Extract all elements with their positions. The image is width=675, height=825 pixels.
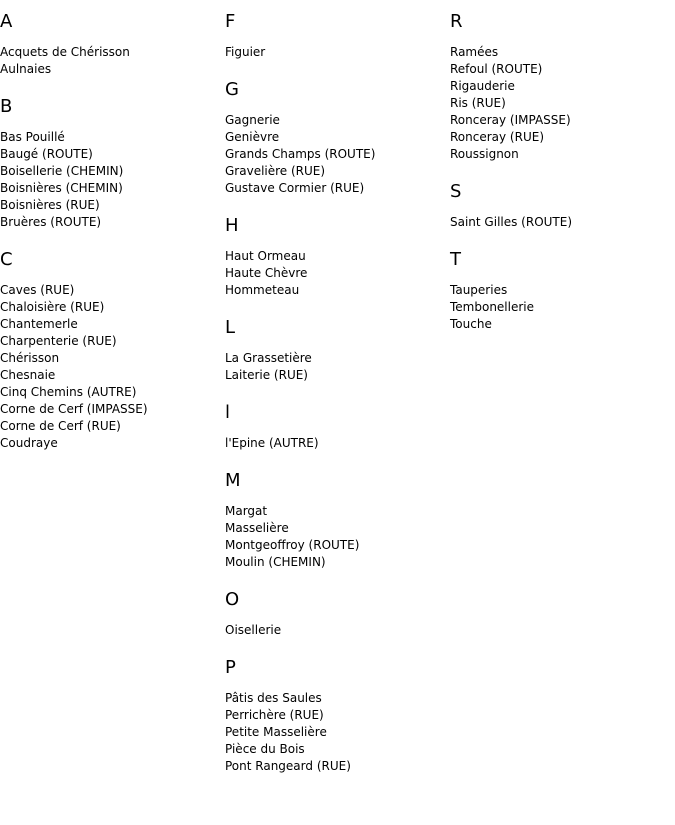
street-index-column-2 (225, 10, 445, 792)
street-link[interactable]: Chaloisière (RUE) (0, 300, 105, 314)
street-link[interactable]: Perrichère (RUE) (225, 708, 324, 722)
street-item (225, 248, 445, 265)
street-item (225, 367, 445, 384)
letter-group (225, 401, 445, 452)
street-link[interactable]: Tauperies (450, 283, 508, 297)
street-link[interactable]: Acquets de Chérisson (0, 45, 130, 59)
street-list (225, 435, 445, 452)
street-link[interactable]: Gravelière (RUE) (225, 164, 326, 178)
street-link[interactable]: Chérisson (0, 351, 60, 365)
street-link[interactable]: Margat (225, 504, 268, 518)
street-link[interactable]: l'Epine (AUTRE) (225, 436, 319, 450)
letter-group (0, 10, 220, 78)
letter-heading: F (225, 11, 236, 32)
street-link[interactable]: Ronceray (RUE) (450, 130, 544, 144)
street-link[interactable]: Moulin (CHEMIN) (225, 555, 326, 569)
street-link[interactable]: Caves (RUE) (0, 283, 75, 297)
street-link[interactable]: Laiterie (RUE) (225, 368, 308, 382)
street-link[interactable]: Touche (450, 317, 492, 331)
letter-heading: T (450, 249, 461, 270)
street-link[interactable]: Genièvre (225, 130, 280, 144)
letter-heading: A (0, 11, 13, 32)
street-link[interactable]: Haute Chèvre (225, 266, 308, 280)
street-item (225, 758, 445, 775)
street-item (225, 537, 445, 554)
street-link[interactable]: Ronceray (IMPASSE) (450, 113, 571, 127)
street-item (225, 146, 445, 163)
street-item (450, 112, 670, 129)
street-link[interactable]: La Grassetière (225, 351, 312, 365)
street-index-column-3 (450, 10, 670, 350)
street-link[interactable]: Gagnerie (225, 113, 280, 127)
letter-heading: B (0, 96, 13, 117)
street-item (450, 129, 670, 146)
letter-heading: O (225, 589, 240, 610)
street-link[interactable]: Bruères (ROUTE) (0, 215, 102, 229)
street-item (0, 197, 220, 214)
street-item (0, 129, 220, 146)
street-item (225, 282, 445, 299)
street-link[interactable]: Aulnaies (0, 62, 52, 76)
street-item (0, 418, 220, 435)
letter-group (225, 469, 445, 571)
letter-heading: M (225, 470, 241, 491)
street-item (225, 265, 445, 282)
street-item (225, 503, 445, 520)
street-item (0, 333, 220, 350)
street-index-column-1 (0, 10, 220, 469)
street-item (0, 299, 220, 316)
street-item (450, 95, 670, 112)
street-link[interactable]: Montgeoffroy (ROUTE) (225, 538, 360, 552)
street-item (225, 520, 445, 537)
street-list (225, 350, 445, 384)
street-list (225, 690, 445, 775)
street-item (0, 350, 220, 367)
street-link[interactable]: Refoul (ROUTE) (450, 62, 543, 76)
street-link[interactable]: Boisnières (RUE) (0, 198, 100, 212)
street-link[interactable]: Cinq Chemins (AUTRE) (0, 385, 137, 399)
letter-group (225, 588, 445, 639)
street-item (0, 214, 220, 231)
street-link[interactable]: Figuier (225, 45, 266, 59)
street-item (0, 163, 220, 180)
street-item (0, 180, 220, 197)
street-item (450, 146, 670, 163)
street-list (225, 503, 445, 571)
street-item (0, 61, 220, 78)
street-item (225, 724, 445, 741)
street-link[interactable]: Hommeteau (225, 283, 300, 297)
letter-heading: L (225, 317, 236, 338)
letter-group (225, 78, 445, 197)
street-link[interactable]: Pâtis des Saules (225, 691, 322, 705)
street-item (0, 435, 220, 452)
street-link[interactable]: Haut Ormeau (225, 249, 306, 263)
street-link[interactable]: Charpenterie (RUE) (0, 334, 117, 348)
street-link[interactable]: Coudraye (0, 436, 58, 450)
street-item (225, 435, 445, 452)
street-link[interactable]: Corne de Cerf (RUE) (0, 419, 121, 433)
street-link[interactable]: Roussignon (450, 147, 519, 161)
street-link[interactable]: Grands Champs (ROUTE) (225, 147, 376, 161)
street-link[interactable]: Pièce du Bois (225, 742, 305, 756)
street-item (225, 129, 445, 146)
street-link[interactable]: Baugé (ROUTE) (0, 147, 93, 161)
street-list (450, 214, 670, 231)
street-item (0, 367, 220, 384)
street-item (225, 180, 445, 197)
letter-group (225, 214, 445, 299)
letter-group (450, 180, 670, 231)
street-link[interactable]: Saint Gilles (ROUTE) (450, 215, 573, 229)
letter-group (450, 248, 670, 333)
street-item (225, 690, 445, 707)
street-link[interactable]: Ramées (450, 45, 499, 59)
letter-heading: R (450, 11, 463, 32)
street-item (225, 163, 445, 180)
street-item (0, 282, 220, 299)
letter-heading: S (450, 181, 462, 202)
street-list (225, 248, 445, 299)
street-item (450, 44, 670, 61)
street-item (225, 707, 445, 724)
letter-group (225, 10, 445, 61)
street-link[interactable]: Petite Masselière (225, 725, 327, 739)
street-link[interactable]: Masselière (225, 521, 289, 535)
street-link[interactable]: Boisnières (CHEMIN) (0, 181, 123, 195)
letter-group (225, 656, 445, 775)
street-link[interactable]: Boisellerie (CHEMIN) (0, 164, 124, 178)
letter-heading: P (225, 657, 236, 678)
street-item (225, 350, 445, 367)
street-item (0, 44, 220, 61)
street-item (450, 214, 670, 231)
street-item (0, 146, 220, 163)
street-link[interactable]: Tembonellerie (450, 300, 535, 314)
street-list (0, 129, 220, 231)
letter-group (225, 316, 445, 384)
street-item (225, 622, 445, 639)
street-link[interactable]: Ris (RUE) (450, 96, 506, 110)
street-list (225, 622, 445, 639)
letter-group (0, 248, 220, 452)
street-list (225, 112, 445, 197)
street-list (450, 282, 670, 333)
street-item (450, 78, 670, 95)
street-link[interactable]: Chantemerle (0, 317, 78, 331)
letter-heading: C (0, 249, 13, 270)
street-item (0, 384, 220, 401)
street-item (0, 316, 220, 333)
street-item (225, 741, 445, 758)
letter-group (0, 95, 220, 231)
street-link[interactable]: Corne de Cerf (IMPASSE) (0, 402, 148, 416)
street-list (450, 44, 670, 163)
letter-heading: G (225, 79, 239, 100)
street-link[interactable]: Bas Pouillé (0, 130, 65, 144)
street-item (450, 299, 670, 316)
street-item (450, 316, 670, 333)
letter-heading: l (225, 402, 231, 423)
street-list (0, 44, 220, 78)
street-item (225, 554, 445, 571)
street-item (225, 112, 445, 129)
letter-group (450, 10, 670, 163)
street-item (450, 61, 670, 78)
street-list (225, 44, 445, 61)
street-link[interactable]: Gustave Cormier (RUE) (225, 181, 365, 195)
street-link[interactable]: Oisellerie (225, 623, 282, 637)
street-list (0, 282, 220, 452)
street-item (0, 401, 220, 418)
street-link[interactable]: Chesnaie (0, 368, 56, 382)
street-link[interactable]: Pont Rangeard (RUE) (225, 759, 351, 773)
letter-heading: H (225, 215, 239, 236)
street-item (450, 282, 670, 299)
street-link[interactable]: Rigauderie (450, 79, 515, 93)
street-item (225, 44, 445, 61)
